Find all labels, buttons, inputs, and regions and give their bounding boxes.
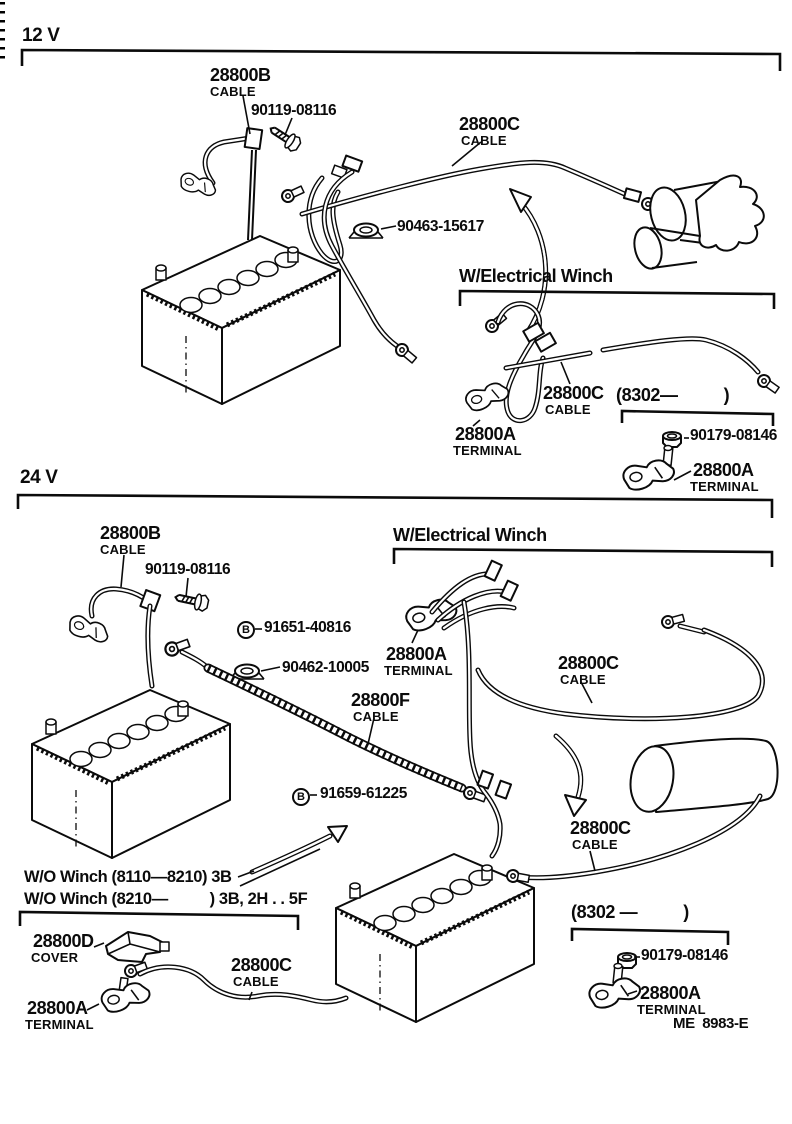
label-28800b-desc-12v: CABLE [210, 84, 256, 99]
section-header-12v: 12 V [22, 25, 60, 46]
label-28800a-winch-desc-12v: TERMINAL [453, 443, 522, 458]
label-28800d: 28800D [33, 931, 94, 951]
label-28800a-bottom-left: 28800A [27, 998, 88, 1018]
doc-code: ME 8983-E [673, 1015, 749, 1032]
label-28800d-desc: COVER [31, 950, 79, 965]
label-28800c-winch-12v: 28800C [543, 383, 604, 403]
label-28800c-winch-desc-12v: CABLE [545, 402, 591, 417]
battery-24v-right [336, 854, 534, 1022]
label-28800f-desc: CABLE [353, 709, 399, 724]
page-edge-marks [0, 2, 5, 59]
label-28800c-lower-desc-24v: CABLE [572, 837, 618, 852]
label-wo-winch-2: W/O Winch (8210— ) 3B, 2H . . 5F [24, 890, 308, 908]
label-90179-24v: 90179-08146 [641, 947, 728, 964]
winch-group-24v [394, 549, 772, 856]
label-28800c-bottom-desc: CABLE [233, 974, 279, 989]
header-winch-12v: W/Electrical Winch [459, 266, 613, 286]
label-28800c-winch-24v: 28800C [558, 653, 619, 673]
section-12v-art [22, 50, 781, 494]
cable-28800b-24v [66, 589, 160, 686]
label-28800a-bottom-left-desc: TERMINAL [25, 1017, 94, 1032]
label-28800a-bottom-right: 28800A [640, 983, 701, 1003]
label-28800a-winch-24v: 28800A [386, 644, 447, 664]
label-28800c-winch-desc-24v: CABLE [560, 672, 606, 687]
bolt-90119-12v [266, 122, 302, 153]
label-28800c-desc-12v: CABLE [461, 133, 507, 148]
battery-24v-left [32, 690, 230, 858]
label-91651: 91651-40816 [264, 619, 351, 636]
label-28800c-12v: 28800C [459, 114, 520, 134]
label-90119-12v: 90119-08116 [251, 102, 337, 119]
arrow-12v [510, 189, 546, 333]
battery-12v [142, 236, 340, 404]
label-28800b-12v: 28800B [210, 65, 271, 85]
label-90462: 90462-10005 [282, 659, 369, 676]
cable-28800f-coil [208, 668, 487, 804]
label-90119-24v: 90119-08116 [145, 561, 231, 578]
label-28800f: 28800F [351, 690, 410, 710]
starter-motor-12v [630, 176, 764, 272]
label-28800a-right-12v: 28800A [693, 460, 754, 480]
label-28800c-bottom: 28800C [231, 955, 292, 975]
label-date-range-24v: (8302 — ) [571, 902, 689, 922]
terminal-28800a-bottom-left [100, 978, 152, 1014]
arrow-24v [556, 736, 586, 816]
bolt-90119-24v [174, 589, 210, 612]
label-28800a-winch-12v: 28800A [455, 424, 516, 444]
ring-terminal-24v [164, 637, 207, 667]
header-winch-24v: W/Electrical Winch [393, 525, 547, 545]
cable-28800b-12v [178, 128, 263, 240]
marker-b-icon-2: B [292, 788, 310, 806]
terminal-28800a-12v-right [622, 446, 676, 492]
label-90179-12v: 90179-08146 [690, 427, 777, 444]
label-28800c-lower-24v: 28800C [570, 818, 631, 838]
label-91659: 91659-61225 [320, 785, 407, 802]
clamp-90463-icon [349, 224, 383, 239]
label-28800b-24v: 28800B [100, 523, 161, 543]
label-wo-winch-1: W/O Winch (8110—8210) 3B [24, 868, 232, 886]
cover-28800d [106, 932, 169, 962]
label-28800a-winch-desc-24v: TERMINAL [384, 663, 453, 678]
nut-90179-icon-12v [663, 432, 681, 447]
marker-b-icon-1: B [237, 621, 255, 639]
label-90463: 90463-15617 [397, 218, 484, 235]
label-28800b-desc-24v: CABLE [100, 542, 146, 557]
section-header-24v: 24 V [20, 467, 58, 488]
arrow-wo-winch [238, 826, 347, 886]
label-28800a-bottom-right-desc: TERMINAL [637, 1002, 706, 1017]
label-28800a-right-desc-12v: TERMINAL [690, 479, 759, 494]
label-date-range-12v: (8302— ) [616, 385, 730, 405]
section-24v-art [18, 495, 778, 1022]
